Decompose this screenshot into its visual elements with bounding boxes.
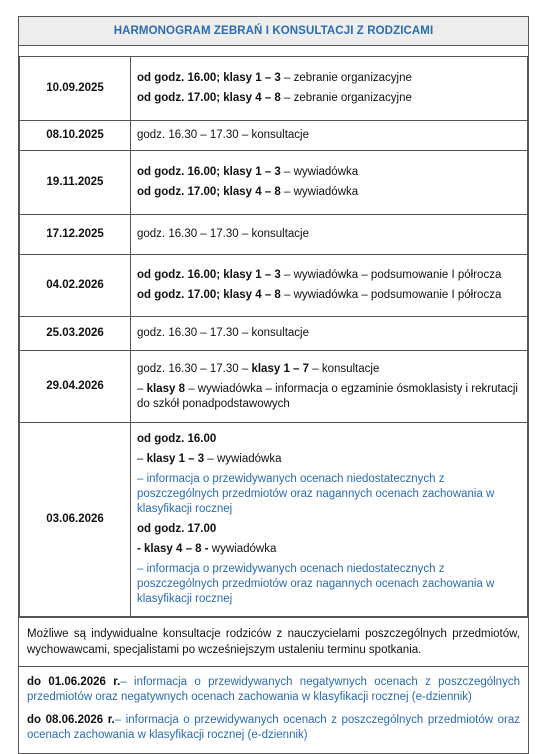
row-date: 10.09.2025 [20,57,131,121]
row-description: godz. 16.30 – 17.30 – konsultacje [131,317,528,351]
row-description [131,57,528,121]
row-date: 04.02.2026 [20,255,131,317]
row-date: 17.12.2025 [20,215,131,255]
classes-label: klasy 8 [146,382,185,395]
dash: – [137,453,147,465]
event-type: – wywiadówka – podsumowanie I półrocza [280,269,502,281]
event-type: – konsultacje [309,362,380,375]
deadline-text: – informacja o przewidywanych ocenach z poszczególnych przedmiotów oraz ocenach zachowania w klasyfikacji rocznej (e-dziennik) [27,714,520,741]
row-description [131,255,528,317]
table-row [20,215,528,255]
deadline-date: do 01.06.2026 r. [27,676,121,688]
classes-label: - klasy 4 – 8 - [137,543,209,555]
time-classes: od godz. 16.00; klasy 1 – 3 [137,166,281,178]
row-description [131,351,528,423]
event-type: – zebranie organizacyjne [280,72,412,84]
event-type: – wywiadówka [204,453,282,465]
event-type: wywiadówka [208,543,277,555]
time-classes: od godz. 16.00; klasy 1 – 3 [137,269,281,281]
table-row [20,121,528,151]
time-classes: od godz. 17.00; klasy 4 – 8 [137,186,281,198]
event-type: – wywiadówka – podsumowanie I półrocza [280,289,502,301]
table-row [20,317,528,351]
table-row [20,255,528,317]
row-date: 25.03.2026 [20,317,131,351]
table-row [20,351,528,423]
deadline-date: do 08.06.2026 r. [27,714,115,726]
deadline-item [27,675,520,705]
row-description [131,423,528,617]
row-date: 03.06.2026 [20,423,131,617]
time-classes: od godz. 17.00; klasy 4 – 8 [137,92,281,104]
row-description: godz. 16.30 – 17.30 – konsultacje [131,121,528,151]
table-row [20,423,528,617]
event-type: – wywiadówka – informacja o egzaminie ósmoklasisty i rekrutacji do szkół ponadpodstawowych [137,382,518,410]
document-title: HARMONOGRAM ZEBRAŃ I KONSULTACJI Z RODZICAMI [19,17,528,46]
event-type: – zebranie organizacyjne [280,92,412,104]
deadline-text: – informacja o przewidywanych negatywnych ocenach z poszczególnych przedmiotów oraz negatywnych ocenach zachowania w klasyfikacji rocznej (e-dziennik) [27,676,520,703]
table-row [20,57,528,121]
time-classes: od godz. 17.00; klasy 4 – 8 [137,289,281,301]
row-date: 08.10.2025 [20,121,131,151]
classes-label: klasy 1 – 7 [251,362,310,375]
consultation-note: Możliwe są indywidualne konsultacje rodziców z nauczycielami poszczególnych przedmiotów, wychowawcami, specjalistami po wcześniejszym ustaleniu terminu spotkania. [19,617,528,666]
time-label: od godz. 17.00 [137,523,217,535]
event-type: – wywiadówka [280,186,359,198]
row-date: 29.04.2026 [20,351,131,423]
classes-label: klasy 1 – 3 [146,453,205,465]
row-description [131,151,528,215]
deadlines-section [19,666,528,753]
dash: – [137,382,147,395]
schedule-table [19,56,528,617]
schedule-document [18,16,529,754]
spacer [19,46,528,56]
event-type: – wywiadówka [280,166,359,178]
time-text: godz. 16.30 – 17.30 – [137,362,252,375]
table-row [20,151,528,215]
row-date: 19.11.2025 [20,151,131,215]
info-text: – informacja o przewidywanych ocenach niedostatecznych z poszczególnych przedmiotów oraz nagannych ocenach zachowania w klasyfikacji rocznej [137,563,495,605]
row-description: godz. 16.30 – 17.30 – konsultacje [131,215,528,255]
time-label: od godz. 16.00 [137,433,217,445]
deadline-item [27,713,520,743]
info-text: – informacja o przewidywanych ocenach niedostatecznych z poszczególnych przedmiotów oraz nagannych ocenach zachowania w klasyfikacji rocznej [137,473,495,515]
time-classes: od godz. 16.00; klasy 1 – 3 [137,72,281,84]
